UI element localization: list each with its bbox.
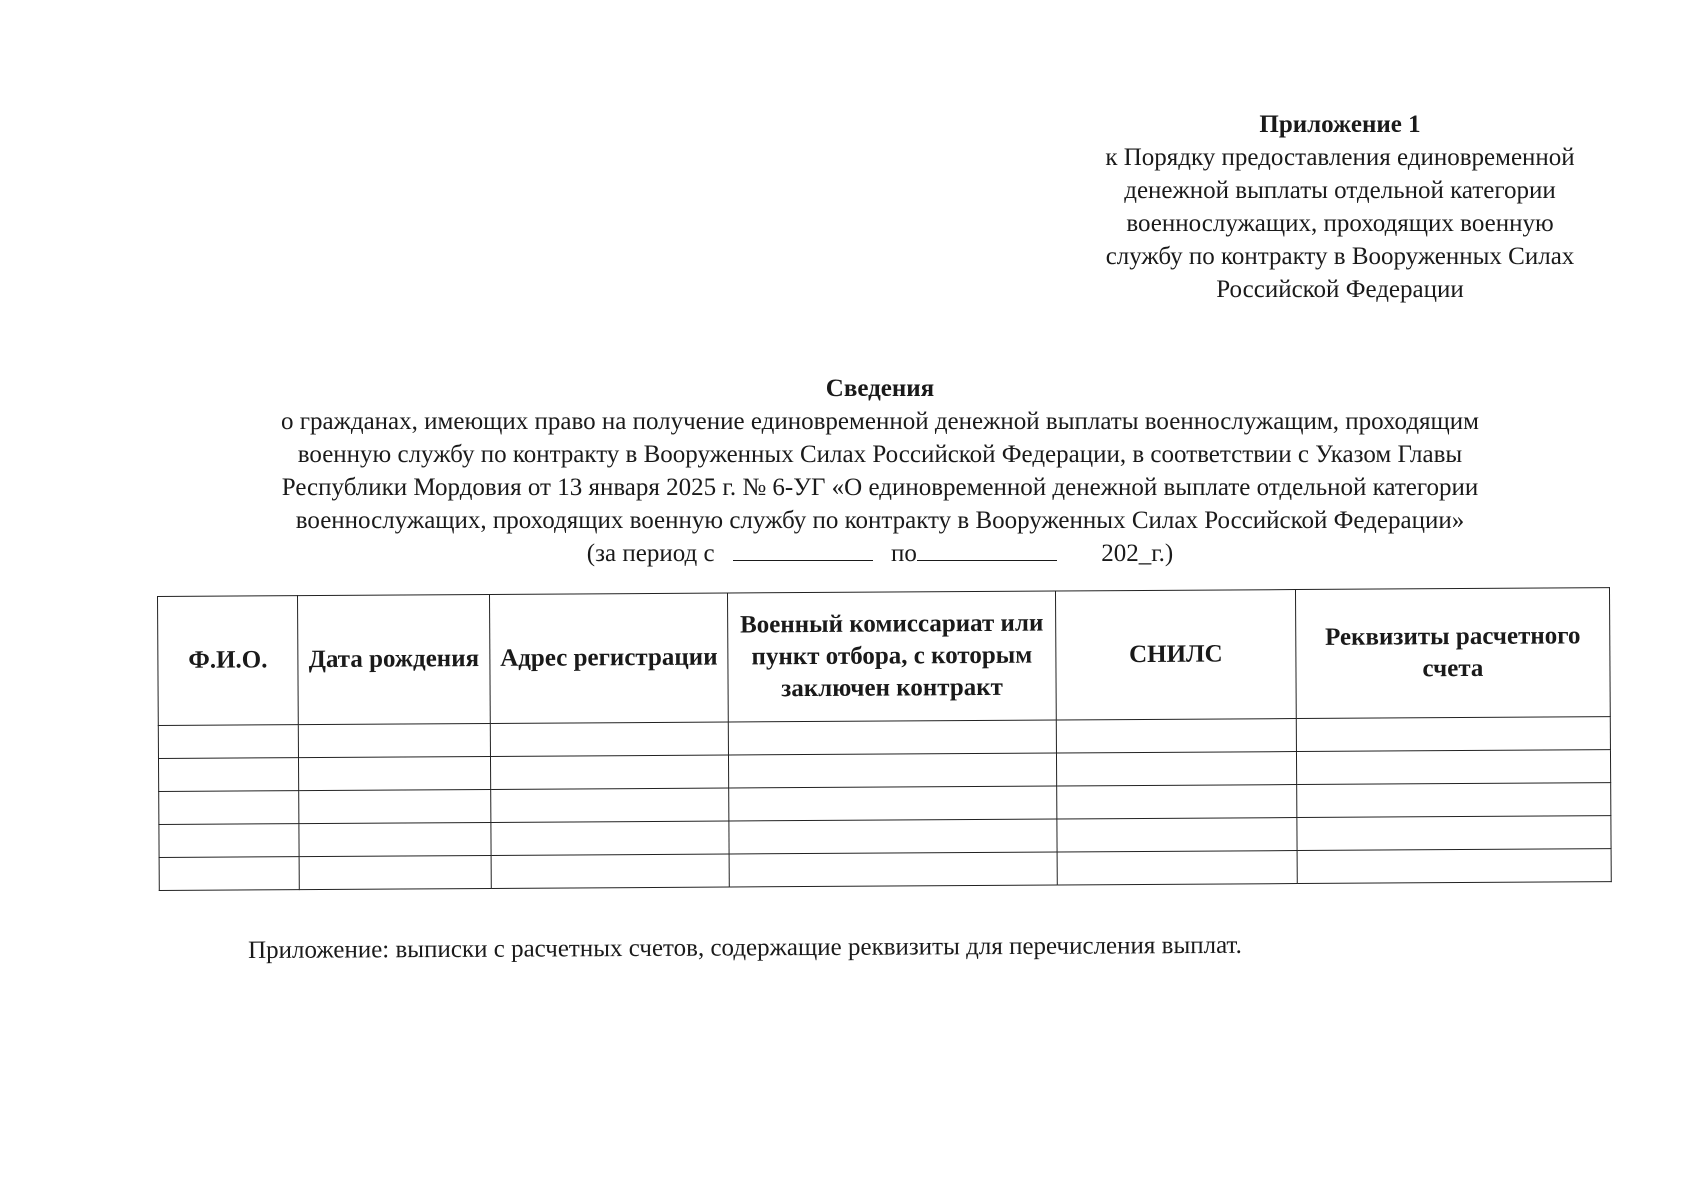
table-cell[interactable] [1296, 717, 1610, 752]
info-heading [150, 372, 1610, 570]
column-header-fio: Ф.И.О. [158, 596, 299, 726]
table-cell[interactable] [299, 789, 491, 823]
table-cell[interactable] [491, 854, 729, 888]
table-cell[interactable] [298, 723, 490, 757]
info-title: Сведения [825, 375, 935, 402]
appendix-line: службу по контракту в Вооруженных Силах [1105, 243, 1575, 270]
table-cell[interactable] [1296, 750, 1610, 785]
appendix-line: Российской Федерации [1216, 276, 1464, 303]
table-cell[interactable] [299, 822, 491, 856]
column-header-birth-date: Дата рождения [298, 594, 491, 724]
table-cell[interactable] [1057, 818, 1297, 852]
table-cell[interactable] [1297, 816, 1611, 851]
table-cell[interactable] [729, 852, 1057, 887]
table-cell[interactable] [728, 753, 1056, 788]
footer-note: Приложение: выписки с расчетных счетов, содержащие реквизиты для перечисления выплат. [248, 931, 1242, 964]
table-cell[interactable] [490, 722, 728, 756]
column-header-address: Адрес регистрации [489, 593, 728, 723]
column-header-military-office: Военный комиссариат или пункт отбора, с которым заключен контракт [727, 591, 1056, 722]
info-line: военную службу по контракту в Вооруженных Силах Российской Федерации, в соответствии с Указом Главы [297, 441, 1463, 468]
table-cell[interactable] [1297, 783, 1611, 818]
info-line: Республики Мордовия от 13 января 2025 г. № 6-УГ «О единовременной денежной выплате отдельной категории [281, 474, 1479, 501]
period-line [150, 537, 1610, 570]
appendix-line: к Порядку предоставления единовременной [1105, 144, 1575, 171]
period-start-blank[interactable] [733, 538, 873, 561]
table-cell[interactable] [298, 756, 490, 790]
appendix-line: денежной выплаты отдельной категории [1124, 177, 1556, 204]
table-cell[interactable] [159, 791, 299, 825]
table-cell[interactable] [490, 755, 728, 789]
table-cell[interactable] [1297, 849, 1611, 884]
table-cell[interactable] [1056, 752, 1296, 786]
table-cell[interactable] [159, 857, 299, 891]
column-header-snils: СНИЛС [1055, 590, 1296, 720]
table-cell[interactable] [299, 855, 491, 889]
table-cell[interactable] [1057, 851, 1297, 885]
period-middle: по [891, 540, 917, 567]
table-cell[interactable] [728, 720, 1056, 755]
period-end-blank[interactable] [917, 538, 1057, 561]
info-line: о гражданах, имеющих право на получение единовременной денежной выплаты военнослужащим, проходящим [280, 408, 1480, 435]
period-prefix: (за период с [586, 540, 715, 567]
table-cell[interactable] [729, 819, 1057, 854]
appendix-line: военнослужащих, проходящих военную [1126, 210, 1554, 237]
info-line: военнослужащих, проходящих военную службу по контракту в Вооруженных Силах Российской Федерации» [295, 507, 1465, 534]
table-cell[interactable] [159, 824, 299, 858]
table-cell[interactable] [1057, 785, 1297, 819]
table-cell[interactable] [491, 788, 729, 822]
appendix-header [1040, 108, 1640, 306]
recipients-table-wrap [157, 587, 1611, 891]
table-cell[interactable] [158, 758, 298, 792]
column-header-account-details: Реквизиты расчетного счета [1295, 588, 1610, 719]
appendix-title: Приложение 1 [1259, 111, 1421, 138]
table-header-row [158, 588, 1611, 726]
table-cell[interactable] [491, 821, 729, 855]
period-suffix: 202_г.) [1101, 540, 1174, 567]
table-cell[interactable] [158, 725, 298, 759]
recipients-table [157, 587, 1612, 891]
table-cell[interactable] [729, 786, 1057, 821]
table-cell[interactable] [1056, 719, 1296, 753]
